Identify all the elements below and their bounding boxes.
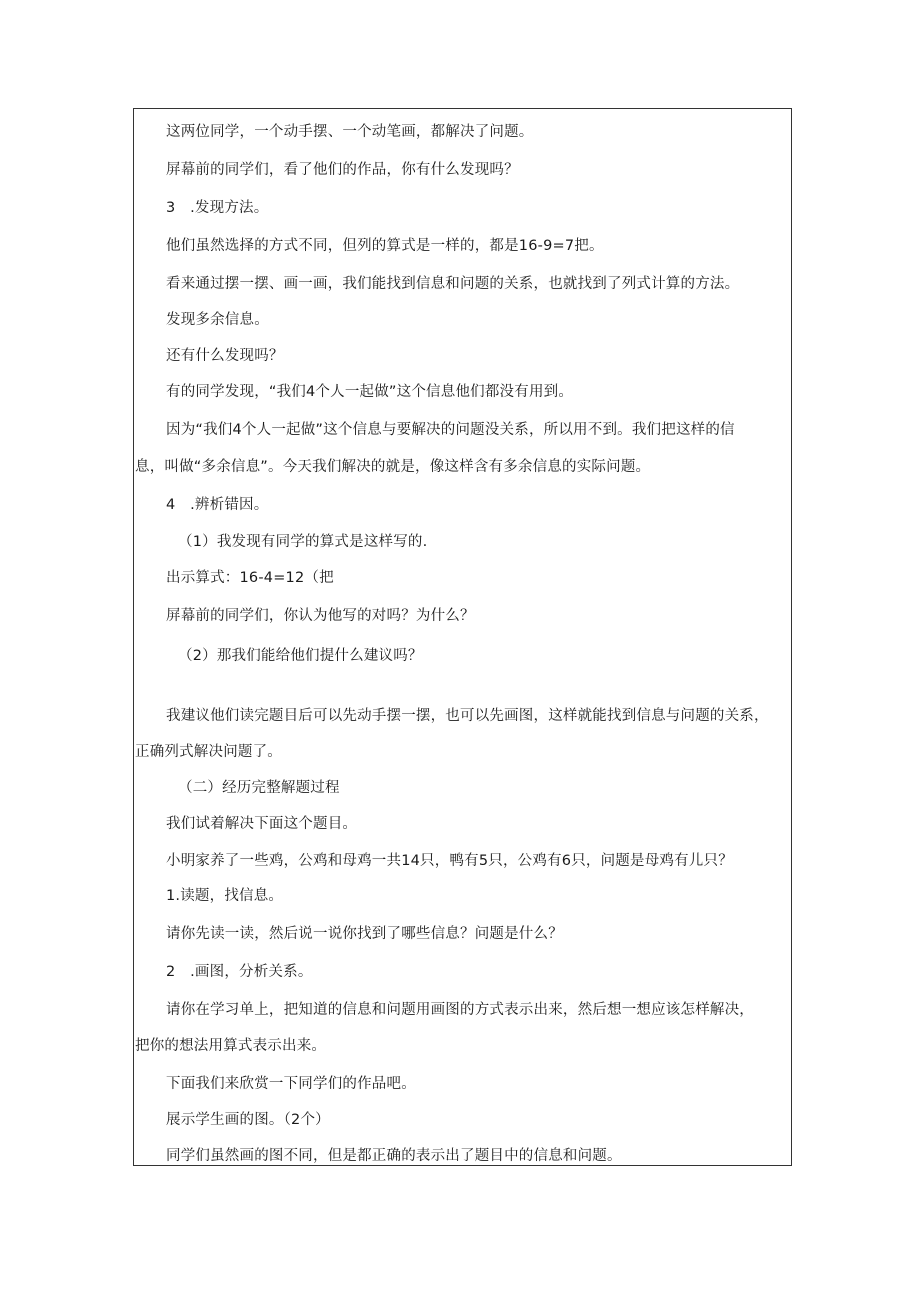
paragraph-line-28: 同学们虽然画的图不同，但是都正确的表示出了题目中的信息和问题。 (166, 1148, 622, 1164)
paragraph-line-8: 有的同学发现，“我们4个人一起做”这个信息他们都没有用到。 (166, 384, 574, 400)
section-heading-2: 2 .画图，分析关系。 (166, 964, 313, 980)
paragraph-line-17: 正确列式解决问题了。 (135, 744, 282, 760)
paragraph-line-16: 我建议他们读完题目后可以先动手摆一摆，也可以先画图，这样就能找到信息与问题的关系， (166, 708, 769, 724)
paragraph-line-12: （1）我发现有同学的算式是这样写的. (178, 534, 428, 550)
paragraph-line-15: （2）那我们能给他们提什么建议吗？ (178, 648, 423, 664)
paragraph-line-27: 展示学生画的图。（2个） (166, 1112, 330, 1128)
paragraph-line-7: 还有什么发现吗？ (166, 348, 284, 364)
section-heading-4: 4 .辨析错因。 (166, 497, 269, 513)
paragraph-line-6: 发现多余信息。 (166, 312, 269, 328)
paragraph-line-10: 息，叫做“多余信息”。今天我们解决的就是，像这样含有多余信息的实际问题。 (135, 459, 651, 475)
paragraph-line-9: 因为“我们4个人一起做”这个信息与要解决的问题没关系，所以用不到。我们把这样的信 (166, 422, 735, 438)
section-heading-er: （二）经历完整解题过程 (178, 780, 340, 796)
paragraph-line-20: 小明家养了一些鸡，公鸡和母鸡一共14只，鸭有5只，公鸡有6只，问题是母鸡有儿只？ (166, 853, 733, 869)
paragraph-line-26: 下面我们来欣赏一下同学们的作品吧。 (166, 1076, 416, 1092)
paragraph-line-24: 请你在学习单上，把知道的信息和问题用画图的方式表示出来，然后想一想应该怎样解决， (166, 1002, 754, 1018)
paragraph-line-14: 屏幕前的同学们，你认为他写的对吗？为什么？ (166, 608, 475, 624)
paragraph-line-21: 1.读题，找信息。 (166, 888, 284, 904)
paragraph-line-25: 把你的想法用算式表示出来。 (135, 1038, 327, 1054)
paragraph-line-19: 我们试着解决下面这个题目。 (166, 816, 358, 832)
section-heading-3: 3 .发现方法。 (166, 200, 269, 216)
paragraph-line-4: 他们虽然选择的方式不同，但列的算式是一样的，都是16-9=7把。 (166, 238, 604, 254)
paragraph-line-1: 这两位同学，一个动手摆、一个动笔画，都解决了问题。 (166, 124, 534, 140)
paragraph-line-13: 出示算式：16-4=12（把 (166, 570, 334, 586)
paragraph-line-5: 看来通过摆一摆、画一画，我们能找到信息和问题的关系，也就找到了列式计算的方法。 (166, 276, 740, 292)
paragraph-line-22: 请你先读一读，然后说一说你找到了哪些信息？问题是什么？ (166, 926, 563, 942)
paragraph-line-2: 屏幕前的同学们，看了他们的作品，你有什么发现吗？ (166, 162, 519, 178)
